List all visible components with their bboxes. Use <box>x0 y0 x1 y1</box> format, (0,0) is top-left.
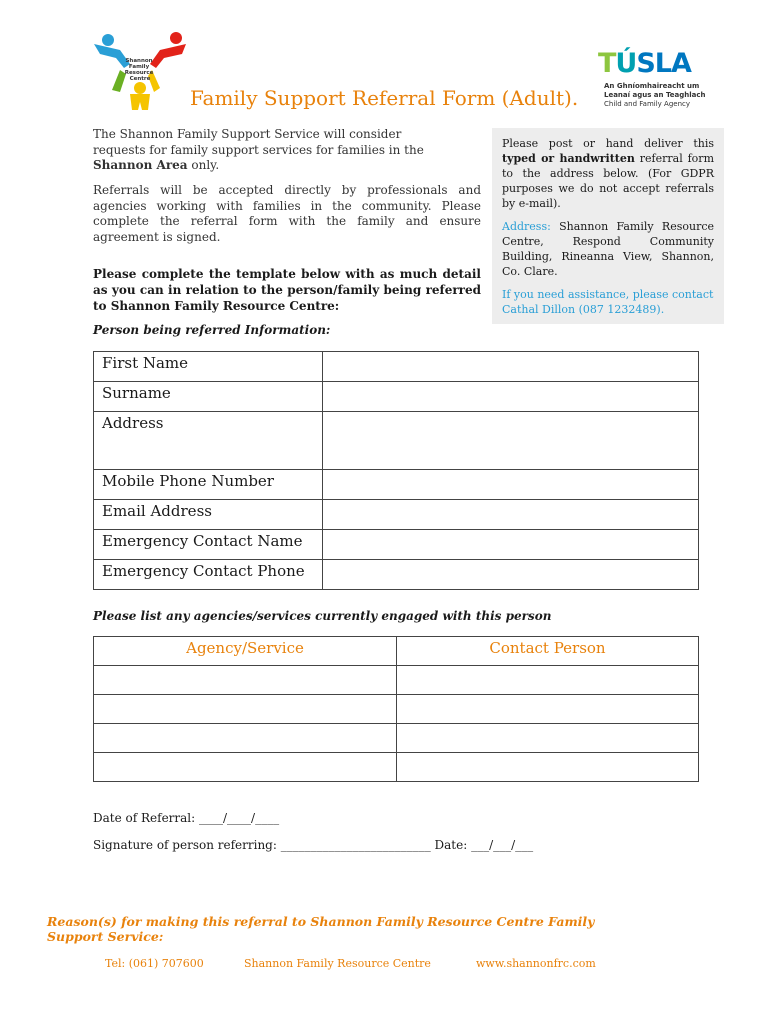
contact-cell[interactable] <box>397 724 699 753</box>
footer-org-name: Shannon Family Resource Centre <box>244 957 431 970</box>
column-header-contact: Contact Person <box>397 637 699 666</box>
agency-cell[interactable] <box>94 753 397 782</box>
delivery-instructions: Please post or hand deliver this typed or handwritten referral form to the address below. (For GDPR purposes we do not accept referrals by e-mail). <box>502 137 714 210</box>
emergency-contact-phone-field[interactable] <box>323 560 699 590</box>
agency-cell[interactable] <box>94 724 397 753</box>
field-label: First Name <box>94 352 323 382</box>
intro-instructions: Please complete the template below with as much detail as you can in relation to the person/family being referred to Shannon Family Resource Centre: <box>93 267 481 313</box>
table-row <box>94 470 699 500</box>
field-label: Emergency Contact Phone <box>94 560 323 590</box>
tusla-subtitle: An Ghníomhaireacht um Leanaí agus an Teaghlach Child and Family Agency <box>604 82 706 108</box>
contact-cell[interactable] <box>397 666 699 695</box>
contact-cell[interactable] <box>397 753 699 782</box>
address-field[interactable] <box>323 412 699 470</box>
table-row <box>94 724 699 753</box>
date-of-referral-line[interactable]: Date of Referral: ____/____/____ <box>93 811 280 825</box>
tusla-logo <box>598 48 708 118</box>
address-block: Address: Shannon Family Resource Centre, Respond Community Building, Rineanna View, Shannon, Co. Clare. <box>502 220 714 278</box>
assistance-contact: If you need assistance, please contact Cathal Dillon (087 1232489). <box>502 288 714 316</box>
table-header-row <box>94 637 699 666</box>
table-row <box>94 753 699 782</box>
intro-paragraph-1: The Shannon Family Support Service will consider requests for family support services for families in the Shannon Area only. <box>93 127 424 172</box>
column-header-agency: Agency/Service <box>94 637 397 666</box>
logo-text-line: Resource <box>124 70 154 76</box>
field-label: Email Address <box>94 500 323 530</box>
email-field[interactable] <box>323 500 699 530</box>
table-row <box>94 695 699 724</box>
agency-cell[interactable] <box>94 695 397 724</box>
contact-cell[interactable] <box>397 695 699 724</box>
logo-text-line: Shannon <box>125 58 153 64</box>
table-row <box>94 500 699 530</box>
field-label: Mobile Phone Number <box>94 470 323 500</box>
table-row <box>94 560 699 590</box>
first-name-field[interactable] <box>323 352 699 382</box>
table-row <box>94 382 699 412</box>
agency-table <box>93 636 699 782</box>
shannon-frc-logo <box>90 30 190 110</box>
table-row <box>94 530 699 560</box>
page-title: Family Support Referral Form (Adult). <box>190 86 579 110</box>
agency-cell[interactable] <box>94 666 397 695</box>
logo-text-line: Family <box>128 64 150 70</box>
table-row <box>94 352 699 382</box>
field-label: Surname <box>94 382 323 412</box>
logo-text-line: Centre <box>129 76 151 82</box>
section-heading-person: Person being referred Information: <box>93 323 331 337</box>
signature-line[interactable]: Signature of person referring: _________________________ Date: ___/___/___ <box>93 838 534 852</box>
surname-field[interactable] <box>323 382 699 412</box>
footer-website-link[interactable]: www.shannonfrc.com <box>476 957 596 970</box>
intro-paragraph-2: Referrals will be accepted directly by professionals and agencies working with families in the community. Please complete the referral form with the family and ensure agreement is signed. <box>93 183 481 244</box>
field-label: Emergency Contact Name <box>94 530 323 560</box>
table-row <box>94 412 699 470</box>
footer-phone: Tel: (061) 707600 <box>105 957 204 970</box>
emergency-contact-name-field[interactable] <box>323 530 699 560</box>
field-label: Address <box>94 412 323 470</box>
reasons-heading: Reason(s) for making this referral to Shannon Family Resource Centre Family Support Service: <box>47 914 595 944</box>
section-heading-agencies: Please list any agencies/services currently engaged with this person <box>93 609 552 623</box>
person-info-table <box>93 351 699 590</box>
table-row <box>94 666 699 695</box>
tusla-wordmark: TÚSLA <box>598 48 691 79</box>
mobile-phone-field[interactable] <box>323 470 699 500</box>
delivery-info-box <box>492 128 724 324</box>
